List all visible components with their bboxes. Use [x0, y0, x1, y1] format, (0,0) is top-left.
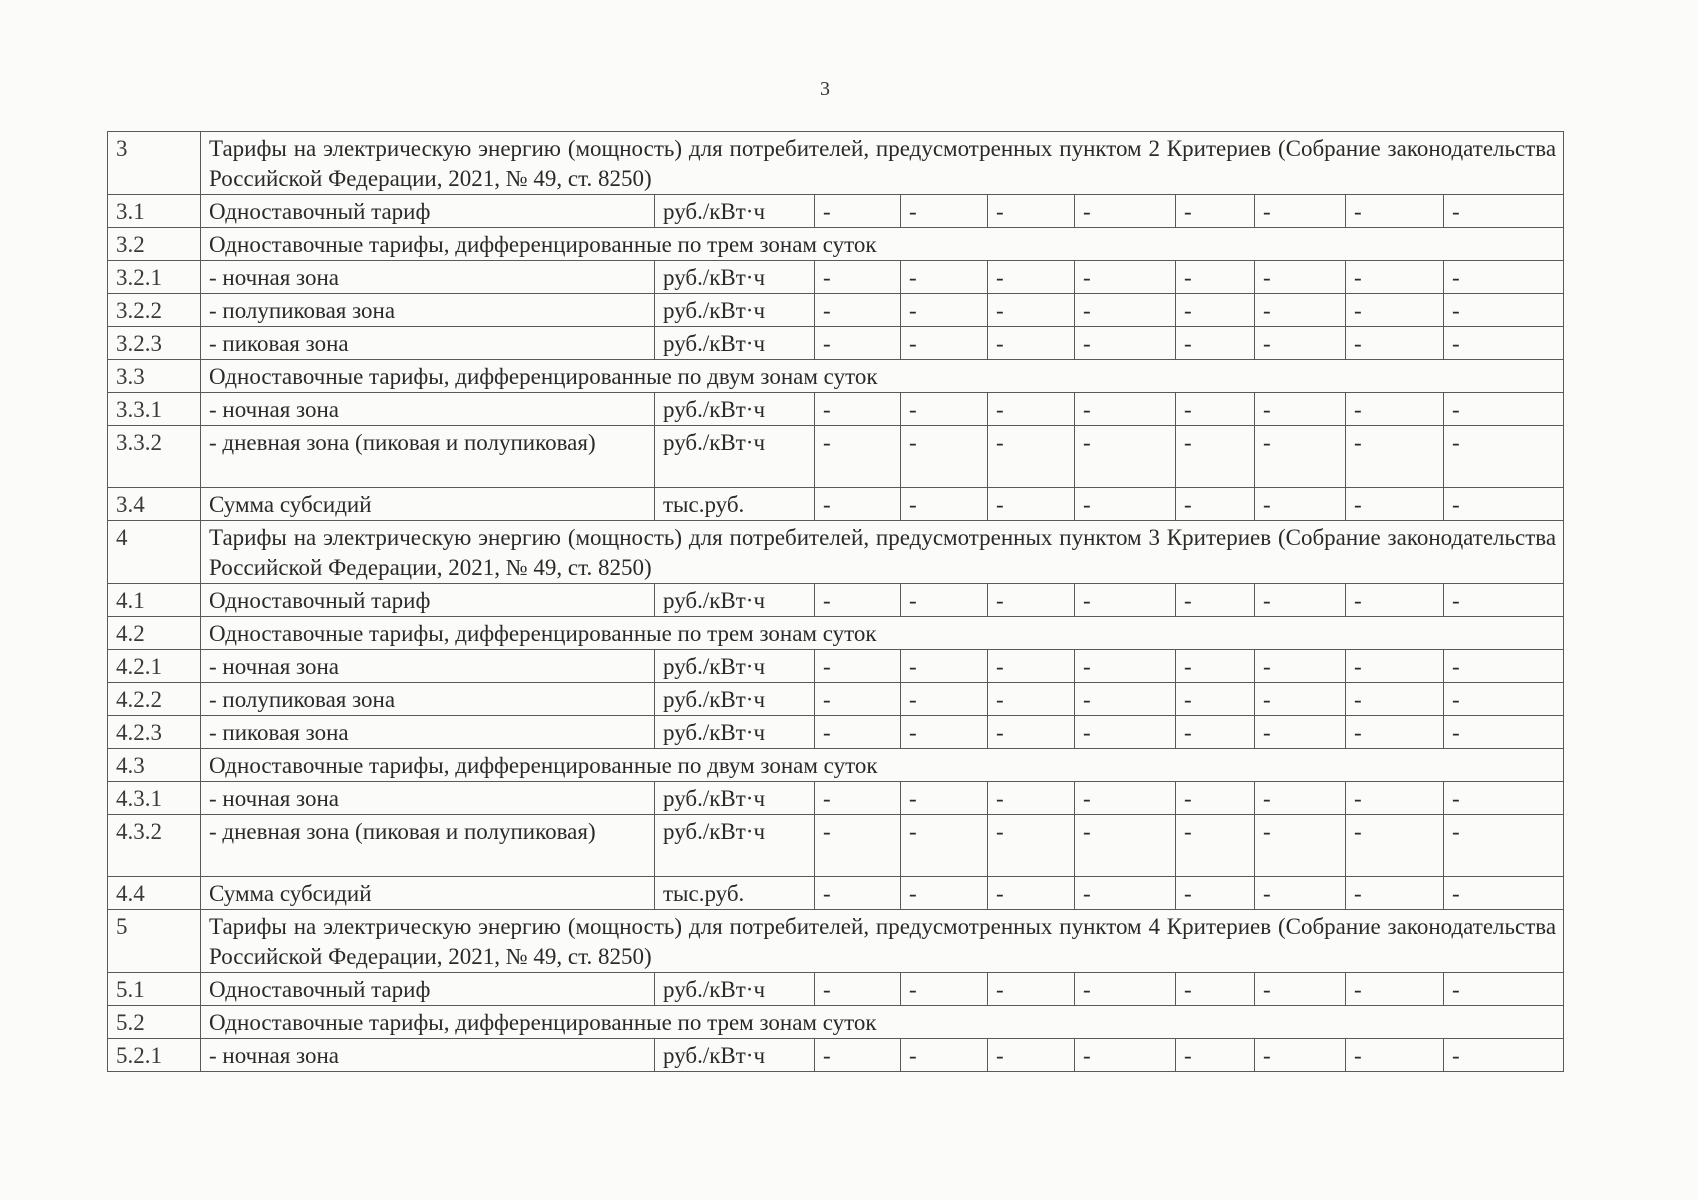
value-cell: -	[1444, 650, 1564, 683]
value-cell: -	[1176, 584, 1255, 617]
value-cell: -	[1255, 877, 1346, 910]
value-cell: -	[1075, 195, 1176, 228]
value-cell: -	[1444, 584, 1564, 617]
value-cell: -	[1346, 683, 1444, 716]
table-row	[108, 782, 1564, 815]
value-cell: -	[988, 195, 1075, 228]
value-cell: -	[1346, 294, 1444, 327]
section-row	[108, 910, 1564, 973]
value-cell: -	[1346, 650, 1444, 683]
value-cell: -	[1444, 294, 1564, 327]
row-description: Одноставочные тарифы, дифференцированные по трем зонам суток	[201, 617, 1564, 650]
value-cell: -	[1255, 815, 1346, 877]
value-cell: -	[988, 584, 1075, 617]
value-cell: -	[1255, 294, 1346, 327]
value-cell: -	[815, 195, 901, 228]
row-description: Тарифы на электрическую энергию (мощность) для потребителей, предусмотренных пунктом 2 Критериев (Собрание законодательства Российской Федерации, 2021, № 49, ст. 8250)	[201, 132, 1564, 195]
value-cell: -	[901, 716, 988, 749]
value-cell: -	[1346, 1039, 1444, 1072]
value-cell: -	[1444, 488, 1564, 521]
group-row	[108, 1006, 1564, 1039]
row-description: - полупиковая зона	[201, 294, 655, 327]
table-row	[108, 683, 1564, 716]
value-cell: -	[988, 261, 1075, 294]
row-number: 4.3	[108, 749, 201, 782]
value-cell: -	[1075, 426, 1176, 488]
value-cell: -	[1444, 195, 1564, 228]
value-cell: -	[1075, 393, 1176, 426]
value-cell: -	[988, 973, 1075, 1006]
value-cell: -	[815, 393, 901, 426]
value-cell: -	[1255, 261, 1346, 294]
row-number: 3.3.1	[108, 393, 201, 426]
value-cell: -	[815, 683, 901, 716]
row-number: 4.3.1	[108, 782, 201, 815]
value-cell: -	[1075, 973, 1176, 1006]
value-cell: -	[815, 650, 901, 683]
row-number: 5.2	[108, 1006, 201, 1039]
value-cell: -	[1444, 716, 1564, 749]
row-number: 3.3	[108, 360, 201, 393]
row-number: 3.2.3	[108, 327, 201, 360]
value-cell: -	[1176, 782, 1255, 815]
row-description: - ночная зона	[201, 1039, 655, 1072]
value-cell: -	[1176, 426, 1255, 488]
value-cell: -	[1346, 584, 1444, 617]
value-cell: -	[815, 877, 901, 910]
value-cell: -	[1075, 716, 1176, 749]
row-unit: руб./кВт·ч	[655, 426, 815, 488]
row-unit: руб./кВт·ч	[655, 195, 815, 228]
value-cell: -	[1444, 973, 1564, 1006]
value-cell: -	[988, 294, 1075, 327]
group-row	[108, 228, 1564, 261]
table-row	[108, 584, 1564, 617]
row-description: Одноставочный тариф	[201, 584, 655, 617]
value-cell: -	[901, 1039, 988, 1072]
table-row	[108, 650, 1564, 683]
row-unit: тыс.руб.	[655, 488, 815, 521]
value-cell: -	[1255, 195, 1346, 228]
group-row	[108, 360, 1564, 393]
value-cell: -	[1444, 1039, 1564, 1072]
value-cell: -	[901, 973, 988, 1006]
value-cell: -	[815, 488, 901, 521]
value-cell: -	[1255, 488, 1346, 521]
value-cell: -	[988, 716, 1075, 749]
value-cell: -	[815, 261, 901, 294]
row-description: Одноставочный тариф	[201, 195, 655, 228]
table-row	[108, 877, 1564, 910]
value-cell: -	[901, 261, 988, 294]
value-cell: -	[901, 294, 988, 327]
value-cell: -	[815, 716, 901, 749]
row-description: - пиковая зона	[201, 716, 655, 749]
value-cell: -	[901, 815, 988, 877]
row-unit: руб./кВт·ч	[655, 261, 815, 294]
table-row	[108, 327, 1564, 360]
value-cell: -	[988, 393, 1075, 426]
value-cell: -	[1176, 488, 1255, 521]
value-cell: -	[1346, 393, 1444, 426]
value-cell: -	[1346, 815, 1444, 877]
row-number: 4.2.3	[108, 716, 201, 749]
value-cell: -	[901, 782, 988, 815]
value-cell: -	[1075, 650, 1176, 683]
table-row	[108, 716, 1564, 749]
value-cell: -	[1444, 426, 1564, 488]
value-cell: -	[1444, 393, 1564, 426]
value-cell: -	[1255, 584, 1346, 617]
row-unit: руб./кВт·ч	[655, 973, 815, 1006]
value-cell: -	[1176, 815, 1255, 877]
row-description: - полупиковая зона	[201, 683, 655, 716]
section-row	[108, 521, 1564, 584]
row-unit: руб./кВт·ч	[655, 1039, 815, 1072]
value-cell: -	[1075, 1039, 1176, 1072]
value-cell: -	[1346, 488, 1444, 521]
row-number: 3	[108, 132, 201, 195]
row-description: - ночная зона	[201, 261, 655, 294]
value-cell: -	[1444, 327, 1564, 360]
value-cell: -	[1255, 1039, 1346, 1072]
row-number: 3.4	[108, 488, 201, 521]
value-cell: -	[1255, 426, 1346, 488]
value-cell: -	[815, 782, 901, 815]
row-number: 4.4	[108, 877, 201, 910]
value-cell: -	[901, 393, 988, 426]
value-cell: -	[1346, 426, 1444, 488]
page-number: 3	[820, 78, 830, 100]
row-number: 5	[108, 910, 201, 973]
value-cell: -	[1176, 327, 1255, 360]
row-unit: руб./кВт·ч	[655, 584, 815, 617]
table-row	[108, 195, 1564, 228]
value-cell: -	[1346, 195, 1444, 228]
row-description: Одноставочные тарифы, дифференцированные по двум зонам суток	[201, 749, 1564, 782]
row-description: Одноставочные тарифы, дифференцированные по трем зонам суток	[201, 1006, 1564, 1039]
row-description: Одноставочные тарифы, дифференцированные по двум зонам суток	[201, 360, 1564, 393]
value-cell: -	[815, 584, 901, 617]
value-cell: -	[988, 488, 1075, 521]
table-row	[108, 393, 1564, 426]
row-description: - ночная зона	[201, 650, 655, 683]
row-number: 3.1	[108, 195, 201, 228]
value-cell: -	[1176, 877, 1255, 910]
value-cell: -	[901, 584, 988, 617]
value-cell: -	[1075, 327, 1176, 360]
row-unit: руб./кВт·ч	[655, 815, 815, 877]
row-number: 4	[108, 521, 201, 584]
value-cell: -	[988, 327, 1075, 360]
value-cell: -	[988, 815, 1075, 877]
value-cell: -	[1075, 294, 1176, 327]
row-number: 3.2.2	[108, 294, 201, 327]
row-description: Сумма субсидий	[201, 488, 655, 521]
row-description: - дневная зона (пиковая и полупиковая)	[201, 426, 655, 488]
value-cell: -	[988, 782, 1075, 815]
value-cell: -	[988, 650, 1075, 683]
row-description: Сумма субсидий	[201, 877, 655, 910]
value-cell: -	[1176, 650, 1255, 683]
value-cell: -	[1255, 650, 1346, 683]
row-number: 4.3.2	[108, 815, 201, 877]
value-cell: -	[1075, 683, 1176, 716]
value-cell: -	[1255, 973, 1346, 1006]
tariff-table-body	[108, 132, 1564, 1072]
value-cell: -	[988, 1039, 1075, 1072]
value-cell: -	[901, 877, 988, 910]
value-cell: -	[1075, 584, 1176, 617]
value-cell: -	[815, 327, 901, 360]
value-cell: -	[815, 294, 901, 327]
row-unit: тыс.руб.	[655, 877, 815, 910]
value-cell: -	[901, 195, 988, 228]
value-cell: -	[1346, 877, 1444, 910]
value-cell: -	[1075, 877, 1176, 910]
row-description: - ночная зона	[201, 782, 655, 815]
value-cell: -	[1255, 393, 1346, 426]
value-cell: -	[815, 426, 901, 488]
value-cell: -	[1075, 261, 1176, 294]
table-row	[108, 973, 1564, 1006]
value-cell: -	[901, 683, 988, 716]
row-description: - ночная зона	[201, 393, 655, 426]
value-cell: -	[1346, 261, 1444, 294]
value-cell: -	[1176, 683, 1255, 716]
table-row	[108, 488, 1564, 521]
value-cell: -	[1346, 782, 1444, 815]
table-row	[108, 1039, 1564, 1072]
value-cell: -	[1444, 683, 1564, 716]
value-cell: -	[1176, 973, 1255, 1006]
value-cell: -	[1346, 327, 1444, 360]
value-cell: -	[1176, 1039, 1255, 1072]
value-cell: -	[1444, 261, 1564, 294]
value-cell: -	[1075, 815, 1176, 877]
row-number: 3.2.1	[108, 261, 201, 294]
value-cell: -	[901, 426, 988, 488]
value-cell: -	[1075, 488, 1176, 521]
row-unit: руб./кВт·ч	[655, 327, 815, 360]
value-cell: -	[901, 488, 988, 521]
row-description: Одноставочный тариф	[201, 973, 655, 1006]
row-description: Одноставочные тарифы, дифференцированные по трем зонам суток	[201, 228, 1564, 261]
value-cell: -	[901, 650, 988, 683]
row-number: 3.2	[108, 228, 201, 261]
row-unit: руб./кВт·ч	[655, 683, 815, 716]
row-description: - дневная зона (пиковая и полупиковая)	[201, 815, 655, 877]
value-cell: -	[1255, 327, 1346, 360]
row-unit: руб./кВт·ч	[655, 650, 815, 683]
value-cell: -	[1444, 815, 1564, 877]
value-cell: -	[1075, 782, 1176, 815]
group-row	[108, 749, 1564, 782]
group-row	[108, 617, 1564, 650]
value-cell: -	[1444, 877, 1564, 910]
table-row	[108, 261, 1564, 294]
value-cell: -	[988, 683, 1075, 716]
row-number: 4.2.1	[108, 650, 201, 683]
value-cell: -	[901, 327, 988, 360]
value-cell: -	[1255, 716, 1346, 749]
table-row	[108, 294, 1564, 327]
table-row	[108, 815, 1564, 877]
value-cell: -	[1176, 393, 1255, 426]
value-cell: -	[1176, 261, 1255, 294]
section-row	[108, 132, 1564, 195]
value-cell: -	[815, 973, 901, 1006]
value-cell: -	[988, 877, 1075, 910]
row-number: 4.2	[108, 617, 201, 650]
value-cell: -	[1346, 716, 1444, 749]
row-unit: руб./кВт·ч	[655, 782, 815, 815]
row-unit: руб./кВт·ч	[655, 716, 815, 749]
tariff-table	[107, 131, 1564, 1072]
row-number: 3.3.2	[108, 426, 201, 488]
row-number: 5.2.1	[108, 1039, 201, 1072]
row-description: - пиковая зона	[201, 327, 655, 360]
row-number: 4.1	[108, 584, 201, 617]
row-description: Тарифы на электрическую энергию (мощность) для потребителей, предусмотренных пунктом 3 Критериев (Собрание законодательства Российской Федерации, 2021, № 49, ст. 8250)	[201, 521, 1564, 584]
value-cell: -	[1255, 683, 1346, 716]
value-cell: -	[815, 815, 901, 877]
value-cell: -	[988, 426, 1075, 488]
row-unit: руб./кВт·ч	[655, 393, 815, 426]
row-number: 4.2.2	[108, 683, 201, 716]
value-cell: -	[815, 1039, 901, 1072]
value-cell: -	[1176, 294, 1255, 327]
value-cell: -	[1346, 973, 1444, 1006]
value-cell: -	[1176, 195, 1255, 228]
row-description: Тарифы на электрическую энергию (мощность) для потребителей, предусмотренных пунктом 4 Критериев (Собрание законодательства Российской Федерации, 2021, № 49, ст. 8250)	[201, 910, 1564, 973]
value-cell: -	[1255, 782, 1346, 815]
table-row	[108, 426, 1564, 488]
value-cell: -	[1176, 716, 1255, 749]
value-cell: -	[1444, 782, 1564, 815]
row-number: 5.1	[108, 973, 201, 1006]
row-unit: руб./кВт·ч	[655, 294, 815, 327]
